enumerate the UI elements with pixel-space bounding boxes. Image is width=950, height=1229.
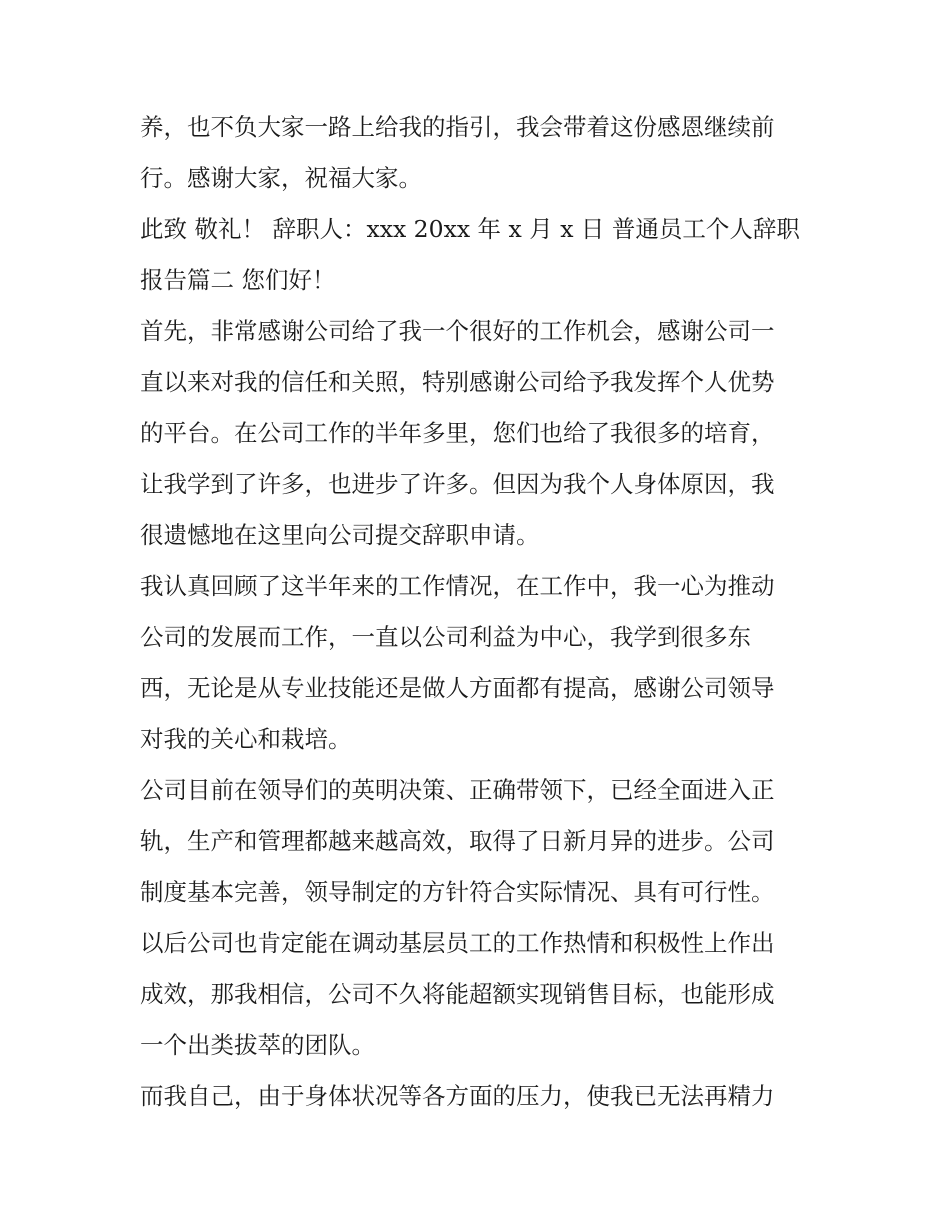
paragraph-company-outlook — [140, 765, 815, 1071]
text-line: 一个出类拔萃的团队。 — [140, 1031, 375, 1059]
text-line: 此致 敬礼！ 辞职人：xxx 20xx 年 x 月 x 日 普通员工个人辞职 — [140, 215, 800, 243]
text-line: 报告篇二 您们好！ — [140, 266, 336, 294]
text-line: 公司的发展而工作，一直以公司利益为中心，我学到很多东 — [140, 623, 751, 651]
text-line: 我认真回顾了这半年来的工作情况，在工作中，我一心为推动 — [140, 572, 775, 600]
text-line: 而我自己，由于身体状况等各方面的压力，使我已无法再精力 — [140, 1082, 775, 1110]
text-line: 以后公司也肯定能在调动基层员工的工作热情和积极性上作出 — [140, 929, 775, 957]
text-line: 首先，非常感谢公司给了我一个很好的工作机会，感谢公司一 — [140, 317, 775, 345]
paragraph-signature — [140, 204, 815, 306]
text-line: 的平台。在公司工作的半年多里，您们也给了我很多的培育， — [140, 419, 775, 447]
text-line: 制度基本完善，领导制定的方针符合实际情况、具有可行性。 — [140, 878, 775, 906]
paragraph-personal-reason — [140, 1071, 815, 1122]
text-line: 对我的关心和栽培。 — [140, 725, 352, 753]
text-line: 直以来对我的信任和关照，特别感谢公司给予我发挥个人优势 — [140, 368, 775, 396]
paragraph-review — [140, 561, 815, 765]
text-line: 养，也不负大家一路上给我的指引，我会带着这份感恩继续前 — [140, 113, 775, 141]
document-body — [140, 102, 815, 1122]
text-line: 西，无论是从专业技能还是做人方面都有提高，感谢公司领导 — [140, 674, 775, 702]
text-line: 很遗憾地在这里向公司提交辞职申请。 — [140, 521, 540, 549]
text-line: 成效，那我相信，公司不久将能超额实现销售目标，也能形成 — [140, 980, 775, 1008]
text-line: 轨，生产和管理都越来越高效，取得了日新月异的进步。公司 — [140, 827, 775, 855]
text-line: 让我学到了许多，也进步了许多。但因为我个人身体原因，我 — [140, 470, 775, 498]
paragraph-intro — [140, 306, 815, 561]
text-line: 公司目前在领导们的英明决策、正确带领下，已经全面进入正 — [140, 776, 775, 804]
text-line: 行。感谢大家，祝福大家。 — [140, 164, 422, 192]
paragraph-closing-thanks — [140, 102, 815, 204]
